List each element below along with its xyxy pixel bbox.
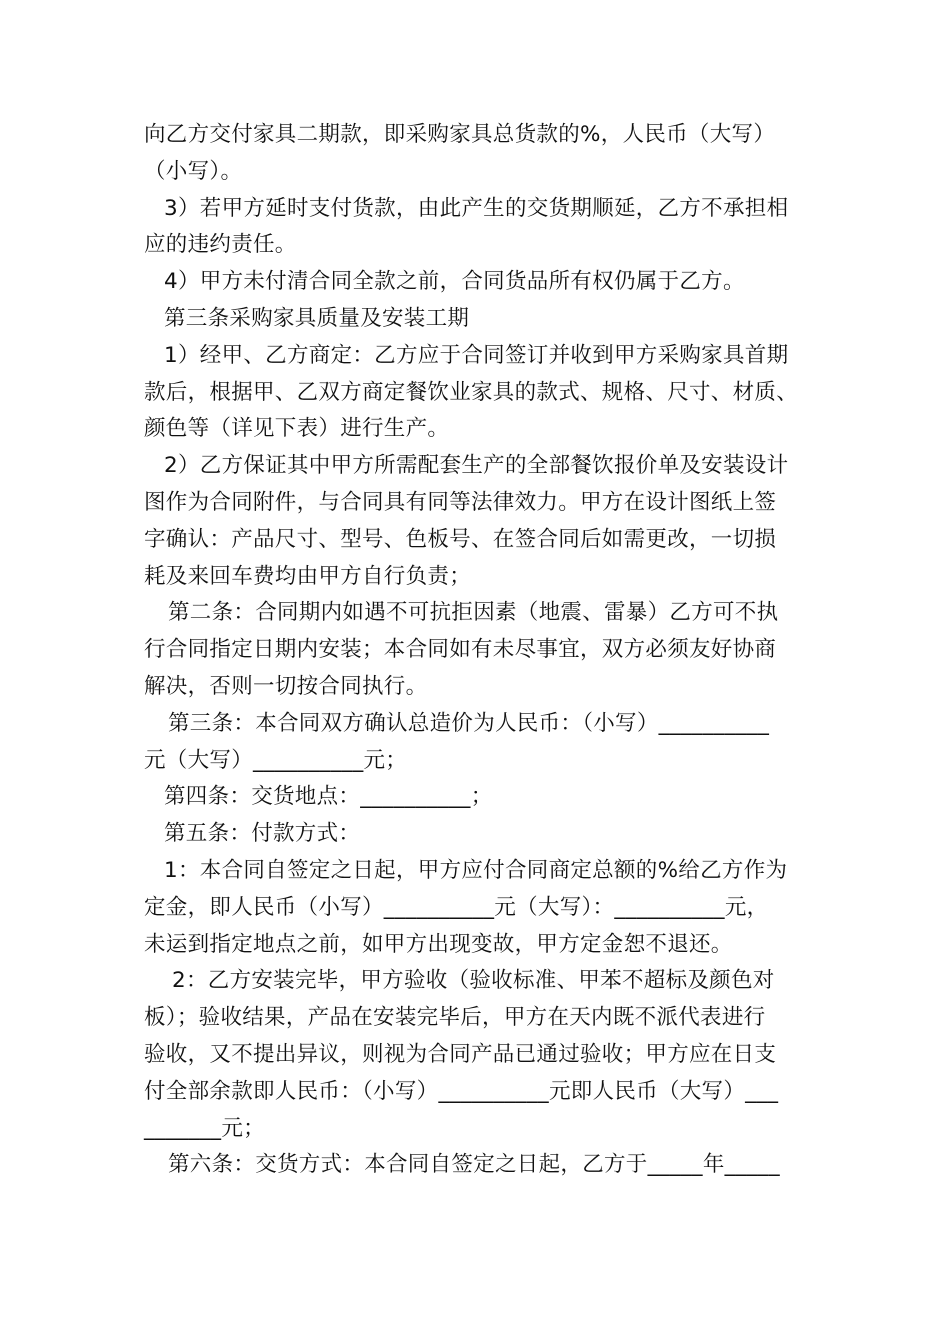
text-line: 2）乙方保证其中甲方所需配套生产的全部餐饮报价单及安装设计 bbox=[164, 453, 789, 479]
text-line: 第五条：付款方式： bbox=[164, 821, 361, 847]
text-line: 板）；验收结果，产品在安装完毕后，甲方在天内既不派代表进行 bbox=[144, 1005, 766, 1031]
text-line: _______元； bbox=[144, 1115, 265, 1141]
text-line: 第三条：本合同双方确认总造价为人民币：（小写）__________ bbox=[168, 710, 770, 736]
text-line: 第二条：合同期内如遇不可抗拒因素（地震、雷暴）乙方可不执 bbox=[168, 600, 779, 626]
text-line: 解决，否则一切按合同执行。 bbox=[144, 673, 428, 699]
text-line: 定金，即人民币（小写）__________元（大写）：__________元， bbox=[144, 894, 769, 920]
text-line: 颜色等（详见下表）进行生产。 bbox=[144, 416, 450, 442]
text-line: 字确认：产品尺寸、型号、色板号、在签合同后如需更改，一切损 bbox=[144, 526, 777, 552]
text-line: 元（大写）__________元； bbox=[144, 747, 408, 773]
text-line: 验收，又不提出异议，则视为合同产品已通过验收；甲方应在日支 bbox=[144, 1041, 777, 1067]
text-line: 第六条：交货方式：本合同自签定之日起，乙方于_____年_____ bbox=[168, 1152, 780, 1178]
text-line: 应的违约责任。 bbox=[144, 232, 297, 258]
contract-text bbox=[144, 117, 824, 1184]
text-line: 3）若甲方延时支付货款，由此产生的交货期顺延，乙方不承担相 bbox=[164, 195, 789, 221]
text-line: 第四条：交货地点：__________； bbox=[164, 784, 493, 810]
text-line: 1：本合同自签定之日起，甲方应付合同商定总额的%给乙方作为 bbox=[164, 857, 788, 883]
section-heading: 第三条采购家具质量及安装工期 bbox=[164, 305, 470, 331]
text-line: 图作为合同附件，与合同具有同等法律效力。甲方在设计图纸上签 bbox=[144, 489, 777, 515]
text-line: 向乙方交付家具二期款，即采购家具总货款的%，人民币（大写） bbox=[144, 122, 776, 147]
text-line: 1）经甲、乙方商定：乙方应于合同签订并收到甲方采购家具首期 bbox=[164, 342, 789, 368]
text-line: 款后，根据甲、乙双方商定餐饮业家具的款式、规格、尺寸、材质、 bbox=[144, 379, 799, 405]
text-line: 耗及来回车费均由甲方自行负责； bbox=[144, 563, 472, 589]
text-line: 未运到指定地点之前，如甲方出现变故，甲方定金恕不退还。 bbox=[144, 931, 733, 957]
text-line: （小写）。 bbox=[144, 158, 243, 184]
text-line: 付全部余款即人民币：（小写）__________元即人民币（大写）___ bbox=[144, 1078, 779, 1104]
text-line: 2：乙方安装完毕，甲方验收（验收标准、甲苯不超标及颜色对 bbox=[172, 968, 775, 994]
text-line: 行合同指定日期内安装；本合同如有未尽事宜，双方必须友好协商 bbox=[144, 637, 777, 663]
text-line: 4）甲方未付清合同全款之前，合同货品所有权仍属于乙方。 bbox=[164, 269, 745, 295]
